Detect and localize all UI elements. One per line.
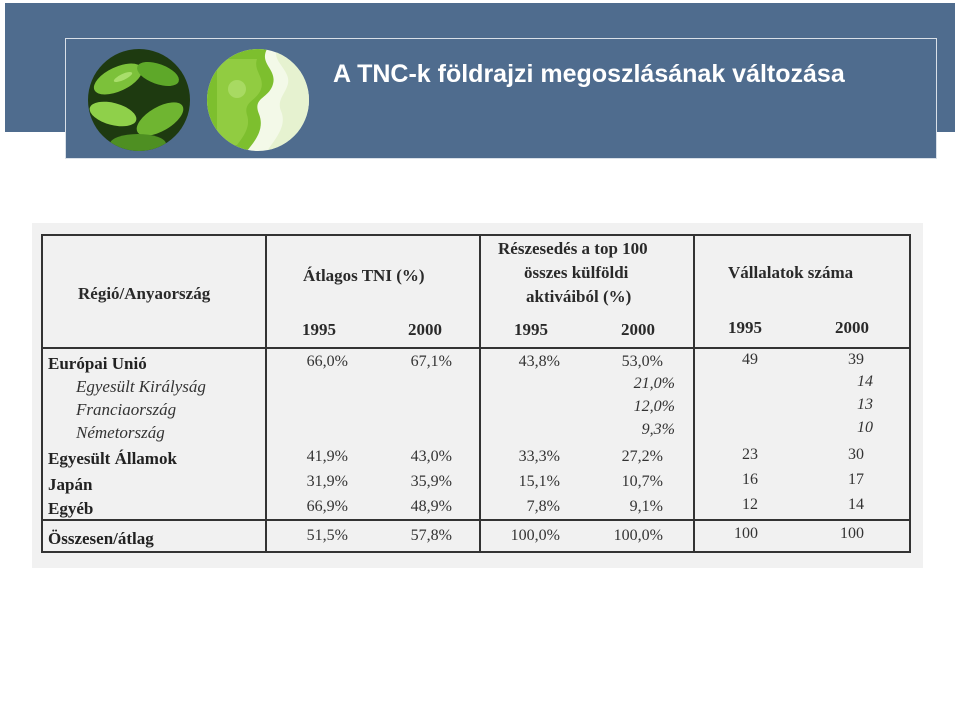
- header-year: 1995: [728, 318, 762, 337]
- header-year: 1995: [514, 320, 548, 339]
- table-cell: 33,3%: [518, 448, 560, 465]
- row-label: Egyéb: [48, 499, 94, 518]
- header-year: 2000: [835, 318, 869, 337]
- table-cell: 17: [848, 471, 864, 488]
- row-label: Japán: [48, 475, 93, 494]
- header-share: Részesedés a top 100: [498, 239, 648, 258]
- table-divider: [265, 234, 267, 553]
- table-cell: 21,0%: [633, 375, 675, 392]
- table-cell: 23: [742, 446, 758, 463]
- table-cell: 10,7%: [621, 473, 663, 490]
- table-cell: 53,0%: [621, 353, 663, 370]
- table-cell: 30: [848, 446, 864, 463]
- green-leaves-icon: [88, 49, 190, 151]
- row-label: Egyesült Királyság: [76, 377, 206, 396]
- header-share: aktiváiból (%): [526, 287, 632, 306]
- header-year: 1995: [302, 320, 336, 339]
- header-firms: Vállalatok száma: [728, 263, 854, 282]
- table-cell: 15,1%: [518, 473, 560, 490]
- table-cell: 41,9%: [306, 448, 348, 465]
- table-cell: 16: [742, 471, 758, 488]
- row-label: Európai Unió: [48, 354, 147, 373]
- table-cell: 10: [857, 419, 873, 436]
- table-border: [41, 234, 911, 236]
- header-share: összes külföldi: [524, 263, 629, 282]
- table-cell: 7,8%: [526, 498, 560, 515]
- table-divider: [693, 234, 695, 553]
- header-year: 2000: [408, 320, 442, 339]
- table-cell: 66,9%: [306, 498, 348, 515]
- table-cell: 39: [848, 351, 864, 368]
- header-region: Régió/Anyaország: [78, 284, 211, 303]
- table-divider: [41, 519, 911, 521]
- table-border: [41, 234, 43, 553]
- table-cell: 35,9%: [410, 473, 452, 490]
- table-cell: 48,9%: [410, 498, 452, 515]
- table-cell: 14: [848, 496, 864, 513]
- table-cell: 9,3%: [641, 421, 675, 438]
- total-cell: 51,5%: [306, 527, 348, 544]
- green-puzzle-icon: [207, 49, 309, 151]
- table-cell: 13: [857, 396, 873, 413]
- table-cell: 12: [742, 496, 758, 513]
- table-border: [41, 551, 911, 553]
- table-cell: 43,0%: [410, 448, 452, 465]
- table-cell: 49: [742, 351, 758, 368]
- table-cell: 66,0%: [306, 353, 348, 370]
- header-year: 2000: [621, 320, 655, 339]
- page-title: A TNC-k földrajzi megoszlásának változása: [333, 60, 845, 88]
- table-cell: 27,2%: [621, 448, 663, 465]
- total-cell: 100,0%: [510, 527, 560, 544]
- table-cell: 14: [857, 373, 873, 390]
- table-cell: 31,9%: [306, 473, 348, 490]
- title-frame: [65, 38, 937, 159]
- table-border: [909, 234, 911, 553]
- total-label: Összesen/átlag: [48, 529, 154, 548]
- row-label: Franciaország: [76, 400, 177, 419]
- data-table: [32, 223, 923, 568]
- total-cell: 100: [840, 525, 864, 542]
- table-cell: 43,8%: [518, 353, 560, 370]
- table-divider: [479, 234, 481, 553]
- row-label: Egyesült Államok: [48, 449, 177, 468]
- table-divider: [41, 347, 911, 349]
- table-cell: 67,1%: [410, 353, 452, 370]
- table-cell: 9,1%: [629, 498, 663, 515]
- total-cell: 57,8%: [410, 527, 452, 544]
- header-tni: Átlagos TNI (%): [303, 266, 425, 285]
- total-cell: 100: [734, 525, 758, 542]
- table-cell: 12,0%: [633, 398, 675, 415]
- total-cell: 100,0%: [613, 527, 663, 544]
- row-label: Németország: [76, 423, 165, 442]
